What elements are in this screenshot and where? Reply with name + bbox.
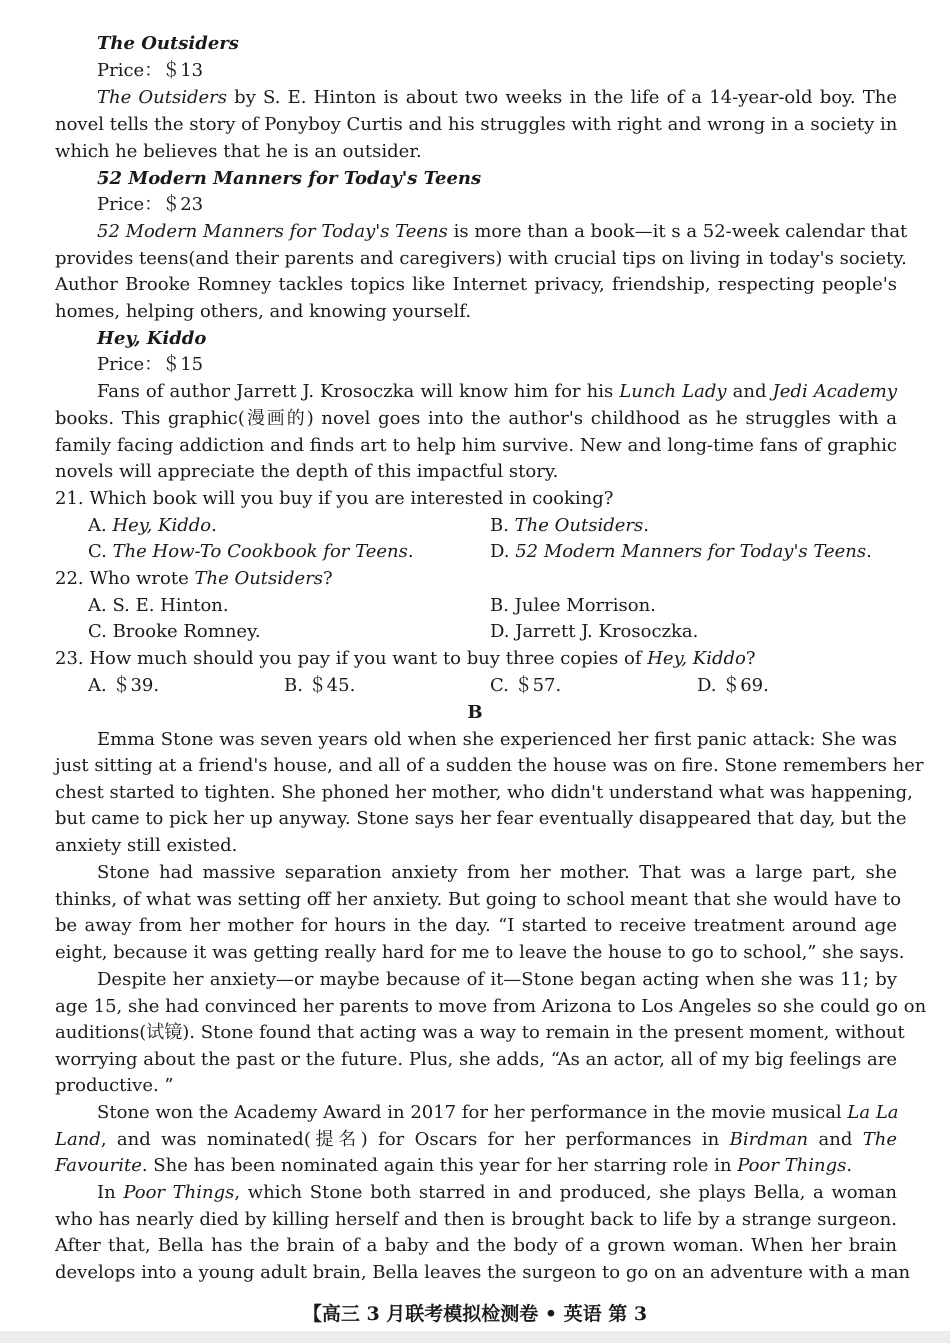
book-desc-line: Fans of author Jarrett J. Krosoczka will know him for his Lunch Lady and Jedi Academy [97, 381, 897, 402]
passage-line: age 15, she had convinced her parents to move from Arizona to Los Angeles so she could go on [55, 996, 927, 1017]
passage-line: thinks, of what was setting off her anxiety. But going to school meant that she would have to [55, 889, 902, 910]
question-option: B. The Outsiders. [490, 515, 649, 536]
passage-line: Favourite. She has been nominated again this year for her starring role in Poor Things. [55, 1155, 853, 1176]
italic-text: La La [847, 1102, 899, 1123]
book-price: Price：＄15 [97, 354, 204, 375]
question-option: D. 52 Modern Manners for Today's Teens. [490, 541, 872, 562]
italic-text: The Outsiders [97, 87, 228, 108]
book-title: Hey, Kiddo [97, 328, 207, 349]
book-title: The Outsiders [97, 33, 239, 54]
passage-line: Stone had massive separation anxiety from her mother. That was a large part, she [97, 862, 897, 883]
passage-line: just sitting at a friend's house, and all of a sudden the house was on fire. Stone remembers her [55, 755, 924, 776]
question-option: A. Hey, Kiddo. [88, 515, 217, 536]
passage-line: Land, and was nominated(提名) for Oscars for her performances in Birdman and The [55, 1129, 897, 1150]
passage-line: eight, because it was getting really hard for me to leave the house to go to school,” she says. [55, 942, 905, 963]
question-option: C. The How-To Cookbook for Teens. [88, 541, 414, 562]
passage-line: be away from her mother for hours in the day. “I started to receive treatment around age [55, 915, 897, 936]
italic-text: Jedi Academy [772, 381, 897, 402]
book-desc-line: Author Brooke Romney tackles topics like Internet privacy, friendship, respecting people's [55, 274, 897, 295]
question-option: D. ＄69. [697, 675, 769, 696]
italic-text: 52 Modern Manners for Today's Teens [515, 541, 867, 562]
passage-line: chest started to tighten. She phoned her mother, who didn't understand what was happening, [55, 782, 913, 803]
page-footer: 【高三 3 月联考模拟检测卷 • 英语 第 3 [302, 1303, 648, 1325]
italic-text: Birdman [729, 1129, 809, 1150]
book-title: 52 Modern Manners for Today's Teens [97, 168, 482, 189]
italic-text: The [862, 1129, 897, 1150]
book-desc-line: 52 Modern Manners for Today's Teens is more than a book—it s a 52-week calendar that [97, 221, 908, 242]
passage-line: worrying about the past or the future. Plus, she adds, “As an actor, all of my big feelings are [55, 1049, 897, 1070]
book-desc-line: homes, helping others, and knowing yourself. [55, 301, 472, 322]
passage-line: Stone won the Academy Award in 2017 for her performance in the movie musical La La [97, 1102, 899, 1123]
question-stem: 23. How much should you pay if you want to buy three copies of Hey, Kiddo? [55, 648, 756, 669]
passage-line: Emma Stone was seven years old when she experienced her first panic attack: She was [97, 729, 897, 750]
italic-text: The Outsiders [194, 568, 324, 589]
passage-line: anxiety still existed. [55, 835, 238, 856]
italic-text: Lunch Lady [619, 381, 727, 402]
italic-text: 52 Modern Manners for Today's Teens [97, 221, 448, 242]
book-desc-line: The Outsiders by S. E. Hinton is about two weeks in the life of a 14-year-old boy. The [97, 87, 897, 108]
passage-line: After that, Bella has the brain of a baby and the body of a grown woman. When her brain [55, 1235, 897, 1256]
question-option: A. S. E. Hinton. [88, 595, 229, 616]
italic-text: Favourite [55, 1155, 142, 1176]
italic-text: Hey, Kiddo [112, 515, 212, 536]
passage-line: who has nearly died by killing herself and then is brought back to life by a strange surgeon. [55, 1209, 897, 1230]
book-desc-line: novel tells the story of Ponyboy Curtis and his struggles with right and wrong in a society in [55, 114, 898, 135]
book-desc-line: provides teens(and their parents and caregivers) with crucial tips on living in today's society. [55, 248, 907, 269]
italic-text: Land [55, 1129, 101, 1150]
passage-line: develops into a young adult brain, Bella leaves the surgeon to go on an adventure with a man [55, 1262, 911, 1283]
italic-text: Poor Things [737, 1155, 847, 1176]
passage-line: In Poor Things, which Stone both starred in and produced, she plays Bella, a woman [97, 1182, 897, 1203]
italic-text: Poor Things [123, 1182, 235, 1203]
question-option: C. Brooke Romney. [88, 621, 261, 642]
book-price: Price：＄23 [97, 194, 204, 215]
book-desc-line: which he believes that he is an outsider. [55, 141, 422, 162]
italic-text: The Outsiders [514, 515, 644, 536]
book-desc-line: novels will appreciate the depth of this impactful story. [55, 461, 559, 482]
question-option: D. Jarrett J. Krosoczka. [490, 621, 699, 642]
question-stem: 22. Who wrote The Outsiders? [55, 568, 333, 589]
passage-line: auditions(试镜). Stone found that acting was a way to remain in the present moment, without [55, 1022, 905, 1043]
passage-line: but came to pick her up anyway. Stone says her fear eventually disappeared that day, but the [55, 808, 907, 829]
question-stem: 21. Which book will you buy if you are interested in cooking? [55, 488, 614, 509]
question-option: C. ＄57. [490, 675, 562, 696]
passage-line: productive. ” [55, 1075, 174, 1096]
italic-text: The How-To Cookbook for Teens [112, 541, 408, 562]
book-desc-line: books. This graphic(漫画的) novel goes into the author's childhood as he struggles with a [55, 408, 897, 429]
question-option: B. Julee Morrison. [490, 595, 656, 616]
book-price: Price：＄13 [97, 60, 204, 81]
scan-edge [0, 1331, 950, 1343]
question-option: B. ＄45. [284, 675, 356, 696]
book-desc-line: family facing addiction and finds art to help him survive. New and long-time fans of graphic [55, 435, 897, 456]
section-heading: B [467, 702, 483, 723]
italic-text: Hey, Kiddo [647, 648, 746, 669]
question-option: A. ＄39. [88, 675, 160, 696]
passage-line: Despite her anxiety—or maybe because of it—Stone began acting when she was 11; by [97, 969, 897, 990]
